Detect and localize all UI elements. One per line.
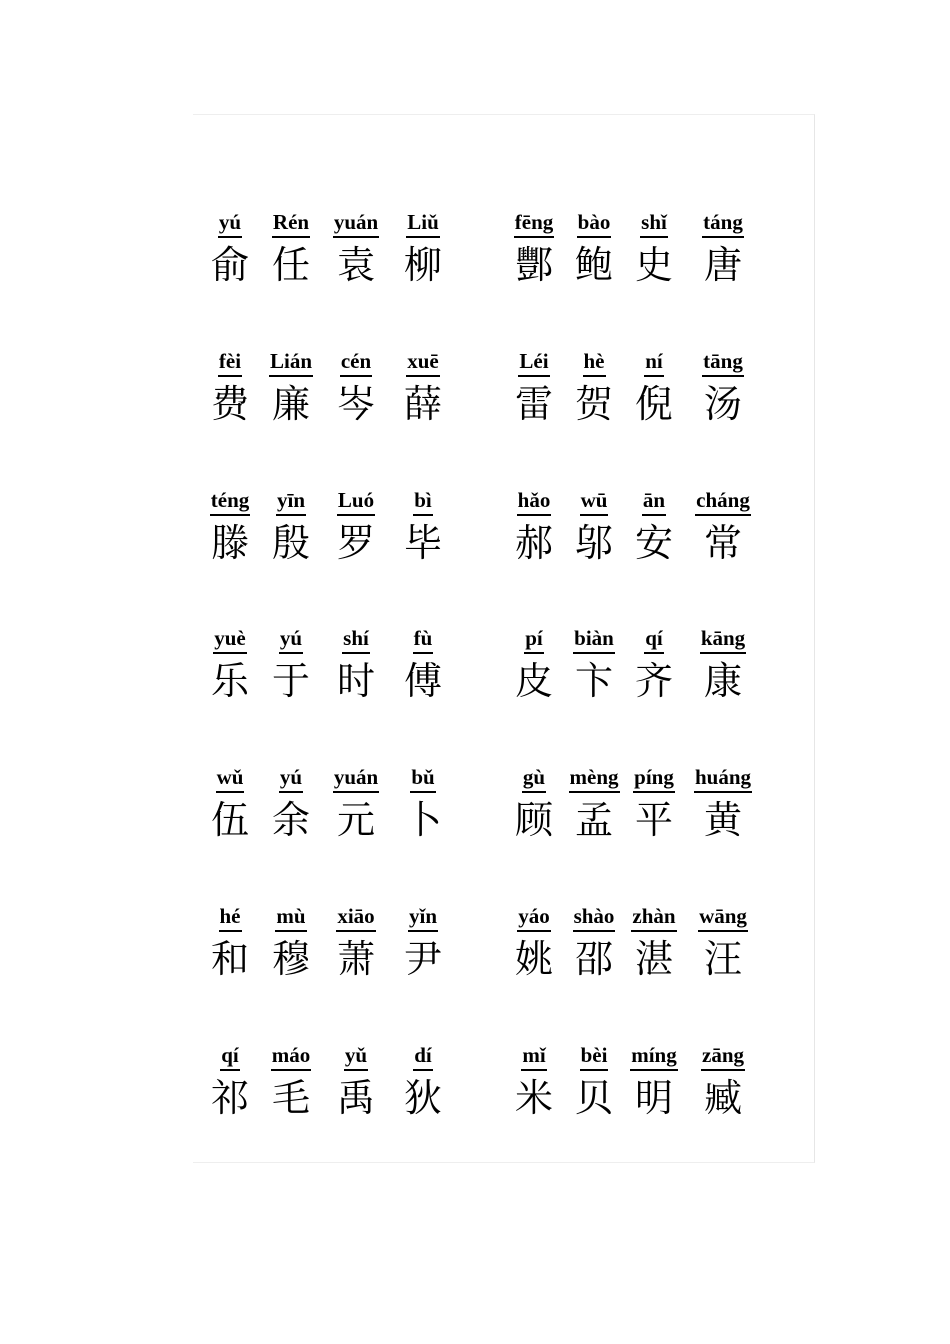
pinyin-label: bào — [577, 210, 612, 238]
pinyin-label: qí — [644, 626, 664, 654]
hanzi-character: 臧 — [703, 1076, 742, 1120]
pinyin-label: qí — [220, 1043, 240, 1071]
pinyin-label: cén — [340, 349, 372, 377]
hanzi-character: 卞 — [574, 659, 613, 703]
pinyin-label: wū — [580, 488, 609, 516]
pinyin-label: cháng — [695, 488, 751, 516]
hanzi-character: 邬 — [574, 521, 613, 565]
hanzi-character: 湛 — [634, 937, 673, 981]
hanzi-character: 倪 — [634, 382, 673, 426]
hanzi-character: 平 — [634, 798, 673, 842]
hanzi-character: 祁 — [210, 1076, 249, 1120]
hanzi-character: 安 — [634, 521, 673, 565]
hanzi-character: 顾 — [514, 798, 553, 842]
pinyin-label: míng — [630, 1043, 678, 1071]
pinyin-label: zāng — [701, 1043, 745, 1071]
pinyin-label: píng — [633, 765, 675, 793]
pinyin-label: téng — [210, 488, 251, 516]
hanzi-character: 狄 — [403, 1076, 442, 1120]
name-cell — [678, 626, 768, 704]
pinyin-label: yáo — [517, 904, 551, 932]
hanzi-character: 明 — [634, 1076, 673, 1120]
name-cell — [678, 904, 768, 982]
hanzi-character: 罗 — [336, 521, 375, 565]
pinyin-label: fù — [413, 626, 434, 654]
hanzi-character: 任 — [271, 243, 310, 287]
pinyin-label: xiāo — [336, 904, 375, 932]
pinyin-label: mù — [275, 904, 306, 932]
pinyin-label: bǔ — [410, 765, 435, 793]
pinyin-label: huáng — [694, 765, 752, 793]
hanzi-character: 齐 — [634, 659, 673, 703]
hanzi-character: 卜 — [403, 798, 442, 842]
pinyin-label: shǐ — [640, 210, 668, 238]
pinyin-label: bèi — [580, 1043, 609, 1071]
hanzi-character: 萧 — [336, 937, 375, 981]
pinyin-label: zhàn — [631, 904, 676, 932]
pinyin-label: tāng — [702, 349, 744, 377]
pinyin-label: hǎo — [517, 488, 552, 516]
hanzi-character: 黄 — [703, 798, 742, 842]
hanzi-character: 皮 — [514, 659, 553, 703]
hanzi-character: 姚 — [514, 937, 553, 981]
pinyin-label: yīn — [276, 488, 306, 516]
pinyin-label: Liǔ — [406, 210, 440, 238]
pinyin-label: kāng — [700, 626, 746, 654]
hanzi-character: 毕 — [403, 521, 442, 565]
name-cell — [678, 210, 768, 288]
pinyin-label: dí — [413, 1043, 433, 1071]
hanzi-character: 费 — [210, 382, 249, 426]
pinyin-label: pí — [524, 626, 544, 654]
pinyin-label: gù — [522, 765, 546, 793]
hanzi-character: 傅 — [403, 659, 442, 703]
pinyin-label: yuán — [333, 210, 379, 238]
name-cell — [378, 904, 468, 982]
pinyin-label: yǔ — [344, 1043, 368, 1071]
name-cell — [378, 488, 468, 566]
pinyin-label: xuē — [406, 349, 440, 377]
name-cell — [678, 765, 768, 843]
hanzi-character: 乐 — [210, 659, 249, 703]
hanzi-character: 禹 — [336, 1076, 375, 1120]
hanzi-character: 殷 — [271, 521, 310, 565]
pinyin-label: máo — [271, 1043, 312, 1071]
hanzi-character: 米 — [514, 1076, 553, 1120]
pinyin-label: shào — [573, 904, 616, 932]
pinyin-label: ān — [642, 488, 666, 516]
hanzi-character: 袁 — [336, 243, 375, 287]
name-cell — [678, 1043, 768, 1121]
hanzi-character: 岑 — [336, 382, 375, 426]
hanzi-character: 元 — [336, 798, 375, 842]
hanzi-character: 滕 — [210, 521, 249, 565]
hanzi-character: 汪 — [703, 937, 742, 981]
hanzi-character: 和 — [210, 937, 249, 981]
pinyin-label: táng — [702, 210, 744, 238]
hanzi-character: 鲍 — [574, 243, 613, 287]
hanzi-character: 康 — [703, 659, 742, 703]
pinyin-label: wāng — [698, 904, 748, 932]
hanzi-character: 时 — [336, 659, 375, 703]
hanzi-character: 史 — [634, 243, 673, 287]
pinyin-label: shí — [342, 626, 370, 654]
hanzi-character: 廉 — [271, 382, 310, 426]
hanzi-character: 尹 — [403, 937, 442, 981]
hanzi-character: 贺 — [574, 382, 613, 426]
pinyin-label: mǐ — [521, 1043, 546, 1071]
name-cell — [378, 349, 468, 427]
pinyin-label: wǔ — [216, 765, 245, 793]
hanzi-character: 常 — [703, 521, 742, 565]
hanzi-character: 郝 — [514, 521, 553, 565]
hanzi-character: 柳 — [403, 243, 442, 287]
pinyin-label: yú — [279, 765, 303, 793]
pinyin-label: fēng — [514, 210, 555, 238]
hanzi-character: 穆 — [271, 937, 310, 981]
pinyin-label: fèi — [218, 349, 242, 377]
pinyin-label: yú — [279, 626, 303, 654]
pinyin-label: Luó — [337, 488, 375, 516]
hanzi-character: 余 — [271, 798, 310, 842]
pinyin-label: Léi — [518, 349, 549, 377]
name-cell — [378, 765, 468, 843]
hanzi-character: 伍 — [210, 798, 249, 842]
pinyin-label: yú — [218, 210, 242, 238]
hanzi-character: 汤 — [703, 382, 742, 426]
name-cell — [378, 1043, 468, 1121]
hanzi-character: 于 — [271, 659, 310, 703]
name-cell — [678, 488, 768, 566]
hanzi-character: 薛 — [403, 382, 442, 426]
hanzi-character: 雷 — [514, 382, 553, 426]
pinyin-label: biàn — [573, 626, 615, 654]
pinyin-label: hé — [219, 904, 242, 932]
pinyin-label: hè — [583, 349, 606, 377]
pinyin-label: yǐn — [408, 904, 438, 932]
hanzi-character: 俞 — [210, 243, 249, 287]
hanzi-character: 酆 — [514, 243, 553, 287]
hanzi-character: 毛 — [271, 1076, 310, 1120]
name-cell — [378, 210, 468, 288]
pinyin-label: yuè — [213, 626, 247, 654]
pinyin-label: ní — [644, 349, 664, 377]
hanzi-character: 贝 — [574, 1076, 613, 1120]
pinyin-label: mèng — [569, 765, 620, 793]
pinyin-label: yuán — [333, 765, 379, 793]
pinyin-label: bì — [413, 488, 433, 516]
hanzi-character: 唐 — [703, 243, 742, 287]
name-cell — [378, 626, 468, 704]
hanzi-character: 孟 — [574, 798, 613, 842]
hanzi-character: 邵 — [574, 937, 613, 981]
pinyin-label: Rén — [272, 210, 310, 238]
pinyin-label: Lián — [269, 349, 313, 377]
name-cell — [678, 349, 768, 427]
